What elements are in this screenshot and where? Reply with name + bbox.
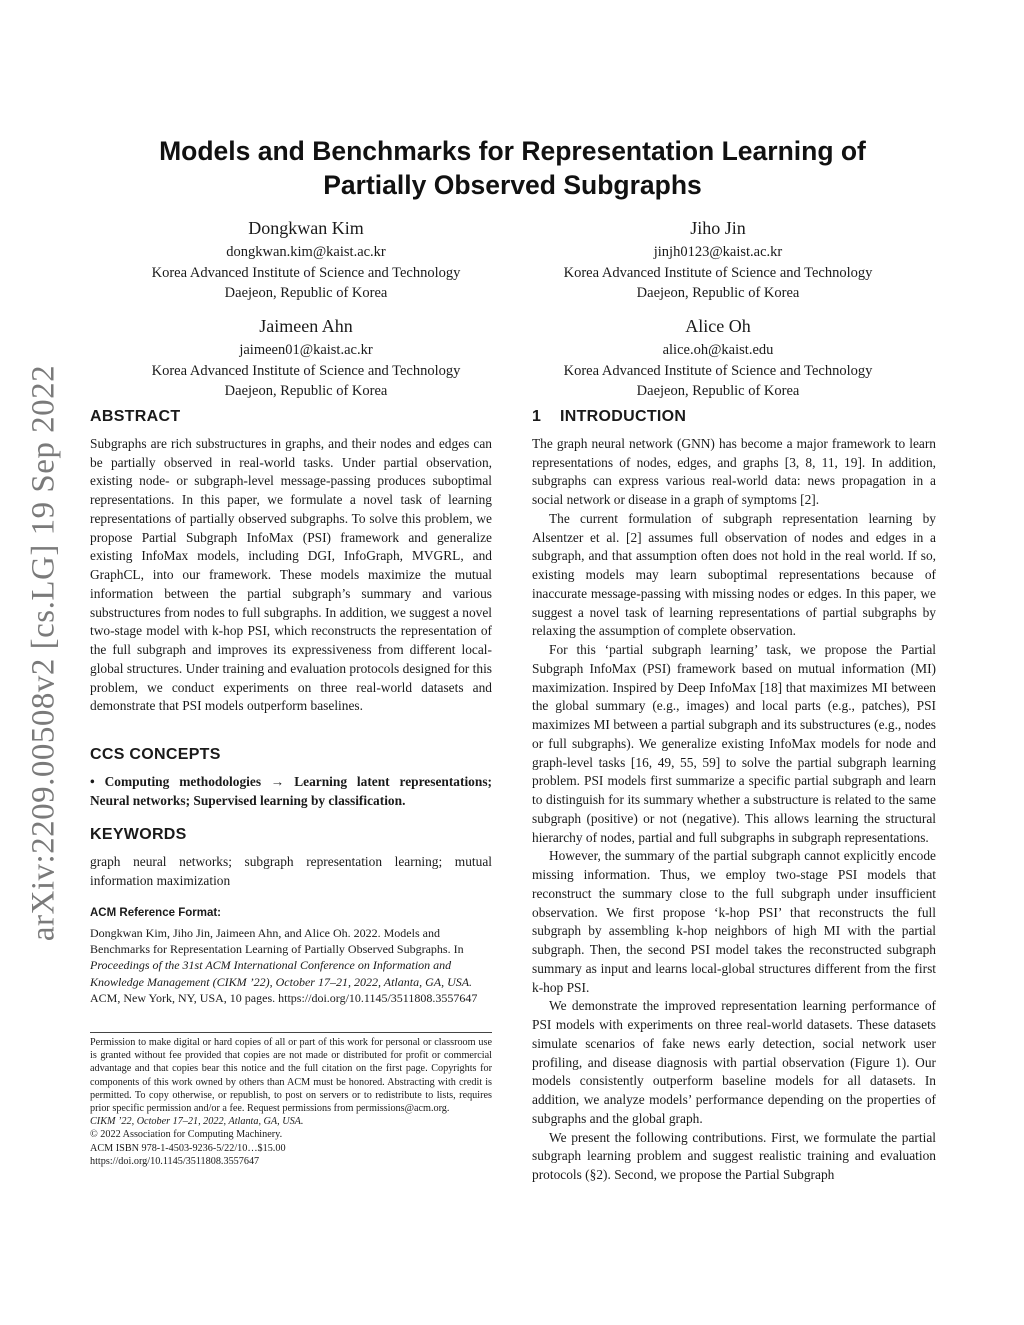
author-email: dongkwan.kim@kaist.ac.kr <box>226 244 386 260</box>
author-name: Jiho Jin <box>690 218 746 238</box>
intro-paragraph: The graph neural network (GNN) has become a major framework to learn representations of nodes, edges, and graphs [3, 8, 11, 19]. In addition, subgraphs can express various real-world data: news propagation in a social network or disease in a graph of symptoms [2]. <box>532 435 936 507</box>
reference-format-section <box>90 904 492 1006</box>
paper-title <box>90 134 935 202</box>
intro-paragraph: We present the following contributions. First, we formulate the partial subgraph learning problem and suggest realistic training and evaluation protocols (§2). Second, we propose the Partial Subgraph <box>532 1129 936 1182</box>
ccs-section <box>90 746 492 810</box>
author-name: Alice Oh <box>685 316 751 336</box>
section-number: 1 <box>532 408 542 425</box>
author-affiliation: Korea Advanced Institute of Science and Technology <box>563 264 873 281</box>
author-email: jaimeen01@kaist.ac.kr <box>239 342 373 358</box>
intro-paragraph: The current formulation of subgraph representation learning by Alsentzer et al. [2] assumes full observation of nodes and edges in a subgraph, and that assumption often does not hold in the real world. If so, existing models may learn suboptimal representations because of inaccurate message-passing with missing nodes or edges. In this paper, we suggest a novel task of learning representations of partial subgraphs by relaxing the assumption of complete observation. <box>532 510 936 639</box>
title-line-2: Partially Observed Subgraphs <box>323 170 702 200</box>
author-affiliation: Korea Advanced Institute of Science and Technology <box>151 362 461 379</box>
intro-paragraph: For this ‘partial subgraph learning’ task, we propose the Partial Subgraph InfoMax (PSI) framework based on mutual information (MI) maximization. Inspired by Deep InfoMax [18] that maximizes MI between the global summary (e.g., images) and local parts (e.g., patches), PSI maximizes MI between a partial subgraph and its substructures (e.g., nodes or full subgraphs). We generalize existing InfoMax models for node and graph-level tasks [16, 49, 55, 59] to solve the partial subgraph learning problem. PSI models first summarize a specific partial subgraph and learn to distinguish for its summary whether a substructure is related to the same subgraph (positive) or not (negative). This allows learning the structural hierarchy of nodes, partial and full subgraphs in subgraph representations. <box>532 642 936 845</box>
ccs-text: • Computing methodologies → Learning latent representations; Neural networks; Supervised learning by classification. <box>90 773 492 808</box>
introduction-section <box>532 408 936 1185</box>
author-block <box>96 216 516 304</box>
title-line-1: Models and Benchmarks for Representation Learning of <box>159 136 866 166</box>
copyright-line: © 2022 Association for Computing Machinery. <box>90 1129 283 1141</box>
author-block <box>508 314 928 402</box>
doi-line: https://doi.org/10.1145/3511808.3557647 <box>90 1155 260 1167</box>
arxiv-identifier-text: arXiv:2209.00508v2 [cs.LG] 19 Sep 2022 <box>25 364 62 941</box>
author-block <box>96 314 516 402</box>
author-location: Daejeon, Republic of Korea <box>224 285 388 301</box>
introduction-heading <box>532 408 936 427</box>
keywords-section <box>90 826 492 890</box>
keywords-text: graph neural networks; subgraph representation learning; mutual information maximization <box>90 853 492 888</box>
author-email: jinjh0123@kaist.ac.kr <box>653 244 783 260</box>
intro-paragraph: We demonstrate the improved representation learning performance of PSI models with experiments on three real-world datasets. These datasets simulate scenarios of fake news early detection, social network user profiling, and disease diagnosis with partial observation (Figure 1). Our models consistently outperform baseline models for all datasets. In addition, we analyze models’ performance depending on the properties of subgraphs and the global graph. <box>532 998 936 1126</box>
section-title: INTRODUCTION <box>560 408 687 425</box>
arxiv-identifier <box>14 350 74 955</box>
isbn-line: ACM ISBN 978-1-4503-9236-5/22/10…$15.00 <box>90 1142 286 1154</box>
footnote-rule <box>90 1032 492 1033</box>
author-location: Daejeon, Republic of Korea <box>636 285 800 301</box>
conference-line: CIKM ’22, October 17–21, 2022, Atlanta, GA, USA. <box>90 1116 304 1128</box>
author-email: alice.oh@kaist.edu <box>662 342 774 358</box>
author-affiliation: Korea Advanced Institute of Science and Technology <box>563 362 873 379</box>
intro-paragraph: However, the summary of the partial subgraph cannot explicitly encode missing information. Thus, we employ two-stage PSI models that reconstruct the summary close to the full subgraph under insufficient observation. We first propose ‘k-hop PSI’ that reconstructs the full subgraph by assembling k-hop neighbors of high MI with the partial subgraph. Then, the second PSI model takes the reconstructed subgraph summary as input and learns local-global structures different from the first k-hop PSI. <box>532 848 936 995</box>
abstract-heading: ABSTRACT <box>90 408 181 425</box>
abstract-text: Subgraphs are rich substructures in graphs, and their nodes and edges can be partially observed in real-world tasks. Under partial observation, existing node- or subgraph-level message-passing produces suboptimal representations. In this paper, we formulate a novel task of learning representations of partially observed subgraphs. To solve this problem, we propose Partial Subgraph InfoMax (PSI) framework and generalize existing InfoMax models, including DGI, InfoGraph, MVGRL, and GraphCL, into our framework. These models maximize the mutual information between the partial subgraph’s summary and various substructures from nodes to full subgraphs. In addition, we suggest a novel two-stage model with k-hop PSI, which reconstructs the representation of the full subgraph and improves its expressiveness from different local-global structures. Under training and evaluation protocols designed for this problem, we conduct experiments on three real-world datasets and demonstrate that PSI models outperform baselines. <box>90 435 492 714</box>
permission-block <box>90 1036 492 1168</box>
permission-text: Permission to make digital or hard copies of all or part of this work for personal or classroom use is granted without fee provided that copies are not made or distributed for profit or commercial advantage and that copies bear this notice and the full citation on the first page. Copyrights for components of this work owned by others than ACM must be honored. Abstracting with credit is permitted. To copy otherwise, or republish, to post on servers or to redistribute to lists, requires prior specific permission and/or a fee. Request permissions from permissions@acm.org. <box>90 1037 492 1115</box>
reference-tail: ACM, New York, NY, USA, 10 pages. https://doi.org/10.1145/3511808.3557647 <box>90 990 478 1005</box>
ccs-heading: CCS CONCEPTS <box>90 746 221 763</box>
author-name: Dongkwan Kim <box>248 218 364 238</box>
author-affiliation: Korea Advanced Institute of Science and Technology <box>151 264 461 281</box>
author-block <box>508 216 928 304</box>
reference-venue: Proceedings of the 31st ACM International Conference on Information and Knowledge Management (CIKM ’22), October 17–21, 2022, Atlanta, GA, USA. <box>90 958 473 989</box>
author-name: Jaimeen Ahn <box>259 316 353 336</box>
reference-authors-title: Dongkwan Kim, Jiho Jin, Jaimeen Ahn, and Alice Oh. 2022. Models and Benchmarks for Representation Learning of Partially Observed Subgraphs. In <box>90 925 464 957</box>
abstract-section <box>90 408 492 716</box>
permission-conference <box>90 1115 492 1128</box>
keywords-heading: KEYWORDS <box>90 826 187 843</box>
author-location: Daejeon, Republic of Korea <box>224 383 388 399</box>
author-location: Daejeon, Republic of Korea <box>636 383 800 399</box>
reference-format-text <box>90 925 492 1006</box>
reference-format-heading: ACM Reference Format: <box>90 907 221 919</box>
